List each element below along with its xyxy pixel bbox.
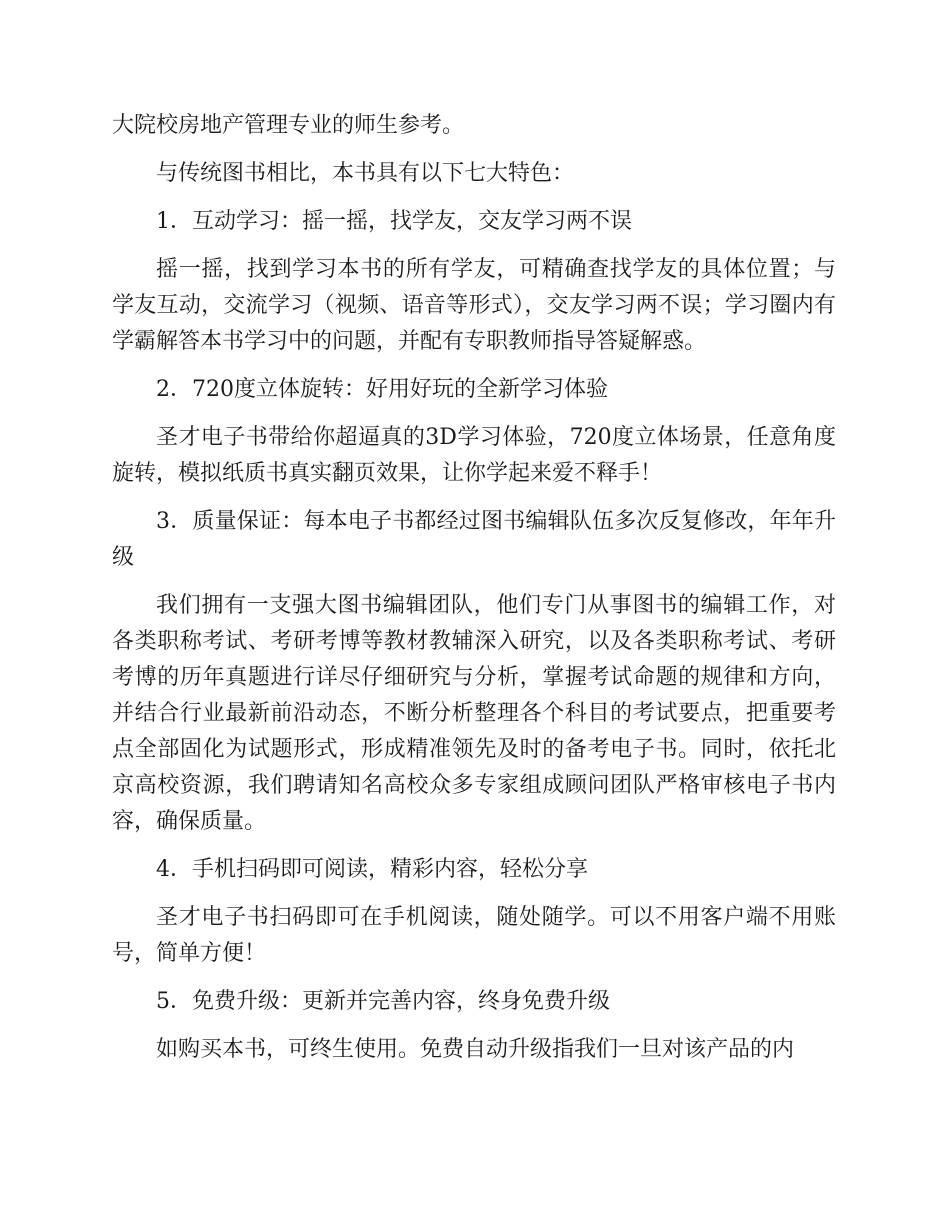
feature-body-2: 圣才电子书带给你超逼真的3D学习体验，720度立体场景，任意角度旋转，模拟纸质书真实翻页效果，让你学起来爱不释手！ (112, 425, 836, 486)
paragraph-features-intro: 与传统图书相比，本书具有以下七大特色： (156, 161, 575, 186)
paragraph-intro-continuation: 大院校房地产管理专业的师生参考。 (112, 113, 465, 138)
feature-heading-4: 4．手机扫码即可阅读，精彩内容，轻松分享 (156, 857, 588, 882)
feature-heading-5: 5．免费升级：更新并完善内容，终身免费升级 (156, 989, 610, 1014)
feature-body-4: 圣才电子书扫码即可在手机阅读，随处随学。可以不用客户端不用账号，简单方便！ (112, 905, 836, 966)
feature-heading-2: 2．720度立体旋转：好用好玩的全新学习体验 (156, 377, 608, 402)
feature-heading-3: 3．质量保证：每本电子书都经过图书编辑队伍多次反复修改，年年升级 (112, 509, 836, 570)
document-body (112, 108, 836, 1080)
feature-heading-1: 1．互动学习：摇一摇，找学友，交友学习两不误 (156, 209, 632, 234)
feature-body-3: 我们拥有一支强大图书编辑团队，他们专门从事图书的编辑工作，对各类职称考试、考研考博等教材教辅深入研究，以及各类职称考试、考研考博的历年真题进行详尽仔细研究与分析，掌握考试命题的规律和方向，并结合行业最新前沿动态，不断分析整理各个科目的考试要点，把重要考点全部固化为试题形式，形成精准领先及时的备考电子书。同时，依托北京高校资源，我们聘请知名高校众多专家组成顾问团队严格审核电子书内容，确保质量。 (112, 593, 836, 834)
feature-body-5: 如购买本书，可终生使用。免费自动升级指我们一旦对该产品的内 (156, 1037, 795, 1062)
feature-body-1: 摇一摇，找到学习本书的所有学友，可精确查找学友的具体位置；与学友互动，交流学习（视频、语音等形式），交友学习两不误；学习圈内有学霸解答本书学习中的问题，并配有专职教师指导答疑解惑。 (112, 257, 836, 354)
